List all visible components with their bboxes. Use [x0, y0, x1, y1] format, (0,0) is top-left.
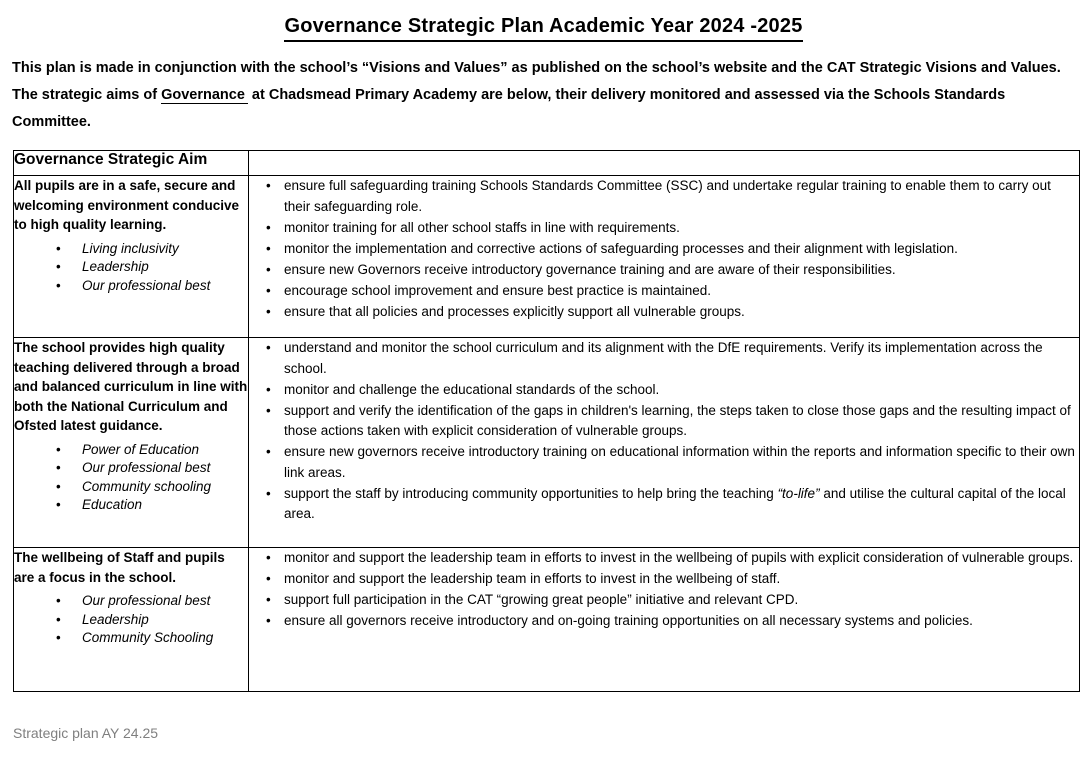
- value-item: • Leadership: [56, 258, 248, 277]
- action-text-pre: support the staff by introducing community opportunities to help bring the teaching: [284, 485, 778, 501]
- table-row: [14, 548, 1080, 692]
- aim-cell-safeguarding: [14, 176, 249, 338]
- aim-values-list: [14, 240, 248, 296]
- table-header-actions: [249, 151, 1080, 176]
- action-text-italic: “to-life”: [777, 485, 820, 501]
- action-item: [266, 484, 1079, 525]
- value-item: • Community Schooling: [56, 629, 248, 648]
- action-item: • monitor and support the leadership team in efforts to invest in the wellbeing of pupils with explicit consideration of vulnerable groups.: [266, 548, 1079, 569]
- aim-text: All pupils are in a safe, secure and welcoming environment conducive to high quality learning.: [14, 178, 240, 232]
- actions-cell-wellbeing: [249, 548, 1080, 692]
- action-item: • encourage school improvement and ensure best practice is maintained.: [266, 281, 1079, 302]
- actions-cell-teaching: [249, 338, 1080, 548]
- action-item: • monitor the implementation and corrective actions of safeguarding processes and their alignment with legislation.: [266, 239, 1079, 260]
- action-item: • ensure new governors receive introductory training on educational information within the reports and information specific to their own link areas.: [266, 442, 1079, 483]
- value-item: • Leadership: [56, 611, 248, 630]
- actions-list: [249, 176, 1079, 322]
- actions-cell-safeguarding: [249, 176, 1080, 338]
- action-item: • monitor and support the leadership team in efforts to invest in the wellbeing of staff.: [266, 569, 1079, 590]
- table-row: [14, 338, 1080, 548]
- action-item: • ensure all governors receive introductory and on-going training opportunities on all necessary systems and policies.: [266, 611, 1079, 632]
- value-item: • Our professional best: [56, 459, 248, 478]
- intro-text-part2: at Chadsmead Primary Academy are below, their delivery monitored and assessed via the Schools Standards Committee.: [12, 87, 1006, 130]
- action-item: • monitor and challenge the educational standards of the school.: [266, 380, 1079, 401]
- intro-paragraph: [12, 55, 1075, 136]
- title-area: [0, 0, 1087, 42]
- value-item: • Power of Education: [56, 441, 248, 460]
- intro-text-part1: This plan is made in conjunction with the school’s “Visions and Values” as published on the school’s website and the CAT Strategic Visions and Values. The strategic aims of: [12, 60, 1061, 103]
- governance-underlined-word: Governance: [161, 87, 248, 104]
- value-item: • Living inclusivity: [56, 240, 248, 259]
- action-item: • ensure full safeguarding training Schools Standards Committee (SSC) and undertake regular training to enable them to carry out their safeguarding role.: [266, 176, 1079, 217]
- action-item: • understand and monitor the school curriculum and its alignment with the DfE requirements. Verify its implementation across the school.: [266, 338, 1079, 379]
- table-header-row: [14, 151, 1080, 176]
- action-item: • support full participation in the CAT “growing great people” initiative and relevant CPD.: [266, 590, 1079, 611]
- actions-list: [249, 338, 1079, 525]
- page-footer: Strategic plan AY 24.25: [13, 725, 159, 741]
- value-item: • Education: [56, 496, 248, 515]
- table-row: [14, 176, 1080, 338]
- action-item: • ensure that all policies and processes explicitly support all vulnerable groups.: [266, 302, 1079, 323]
- aim-cell-wellbeing: [14, 548, 249, 692]
- aim-cell-teaching: [14, 338, 249, 548]
- strategic-aim-table: [13, 150, 1080, 692]
- action-text-post: and utilise the cultural capital of the local area.: [284, 485, 1066, 521]
- value-item: • Our professional best: [56, 277, 248, 296]
- actions-list: [249, 548, 1079, 632]
- table-header-aim: Governance Strategic Aim: [14, 151, 249, 176]
- aim-text: The school provides high quality teaching delivered through a broad and balanced curriculum in line with both the National Curriculum and Ofsted latest guidance.: [14, 340, 248, 433]
- action-item: • monitor training for all other school staffs in line with requirements.: [266, 218, 1079, 239]
- aim-text: The wellbeing of Staff and pupils are a focus in the school.: [14, 550, 225, 585]
- aim-values-list: [14, 441, 248, 515]
- aim-values-list: [14, 592, 248, 648]
- action-item: • support and verify the identification of the gaps in children's learning, the steps taken to close those gaps and the resulting impact of those actions taken with explicit consideration of vulnerable groups.: [266, 401, 1079, 442]
- value-item: • Our professional best: [56, 592, 248, 611]
- action-item: • ensure new Governors receive introductory governance training and are aware of their responsibilities.: [266, 260, 1079, 281]
- value-item: • Community schooling: [56, 478, 248, 497]
- page-title: Governance Strategic Plan Academic Year 2024 -2025: [284, 15, 802, 42]
